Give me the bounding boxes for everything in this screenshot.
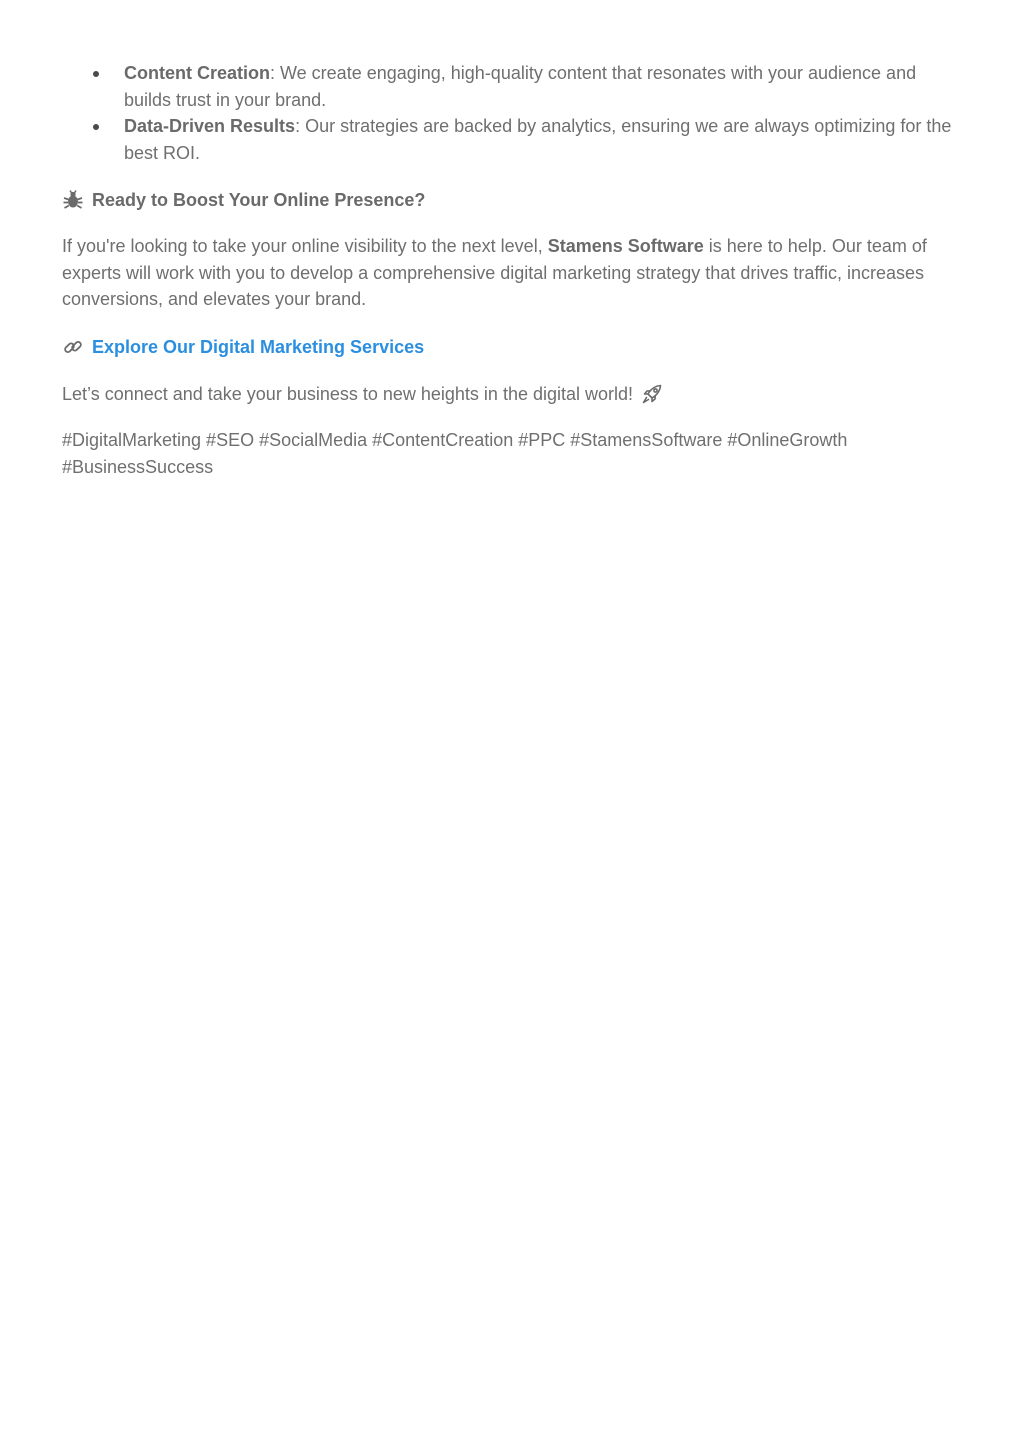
list-item-text: : Our strategies are backed by analytics, ensuring we are always optimizing for the best ROI. (124, 116, 952, 163)
bullet-dot (93, 71, 99, 77)
services-link-row (62, 334, 962, 360)
list-item-text: : We create engaging, high-quality content that resonates with your audience and builds trust in your brand. (124, 63, 917, 110)
cta-heading (62, 187, 962, 213)
list-item-term: Content Creation (124, 63, 270, 83)
services-link[interactable]: Explore Our Digital Marketing Services (92, 336, 425, 357)
company-name: Stamens Software (547, 236, 704, 256)
rocket-icon (641, 383, 663, 405)
feature-list (62, 60, 962, 166)
closing-line (62, 381, 962, 408)
intro-text-start: If you're looking to take your online visibility to the next level, (62, 236, 548, 256)
cta-heading-text: Ready to Boost Your Online Presence? (92, 190, 426, 210)
bug-icon (62, 189, 84, 211)
list-item (62, 113, 962, 166)
closing-text: Let’s connect and take your business to new heights in the digital world! (62, 383, 634, 404)
intro-paragraph (62, 233, 962, 313)
hashtags: #DigitalMarketing #SEO #SocialMedia #ContentCreation #PPC #StamensSoftware #OnlineGrowth #BusinessSuccess (62, 430, 848, 477)
document-page (62, 60, 962, 480)
intro-text-end: is here to help. Our team of experts will work with you to develop a comprehensive digital marketing strategy that drives traffic, increases conversions, and elevates your brand. (62, 236, 927, 309)
list-item (62, 60, 962, 113)
bullet-dot (93, 124, 99, 130)
link-icon (62, 336, 84, 358)
list-item-term: Data-Driven Results (124, 116, 296, 136)
